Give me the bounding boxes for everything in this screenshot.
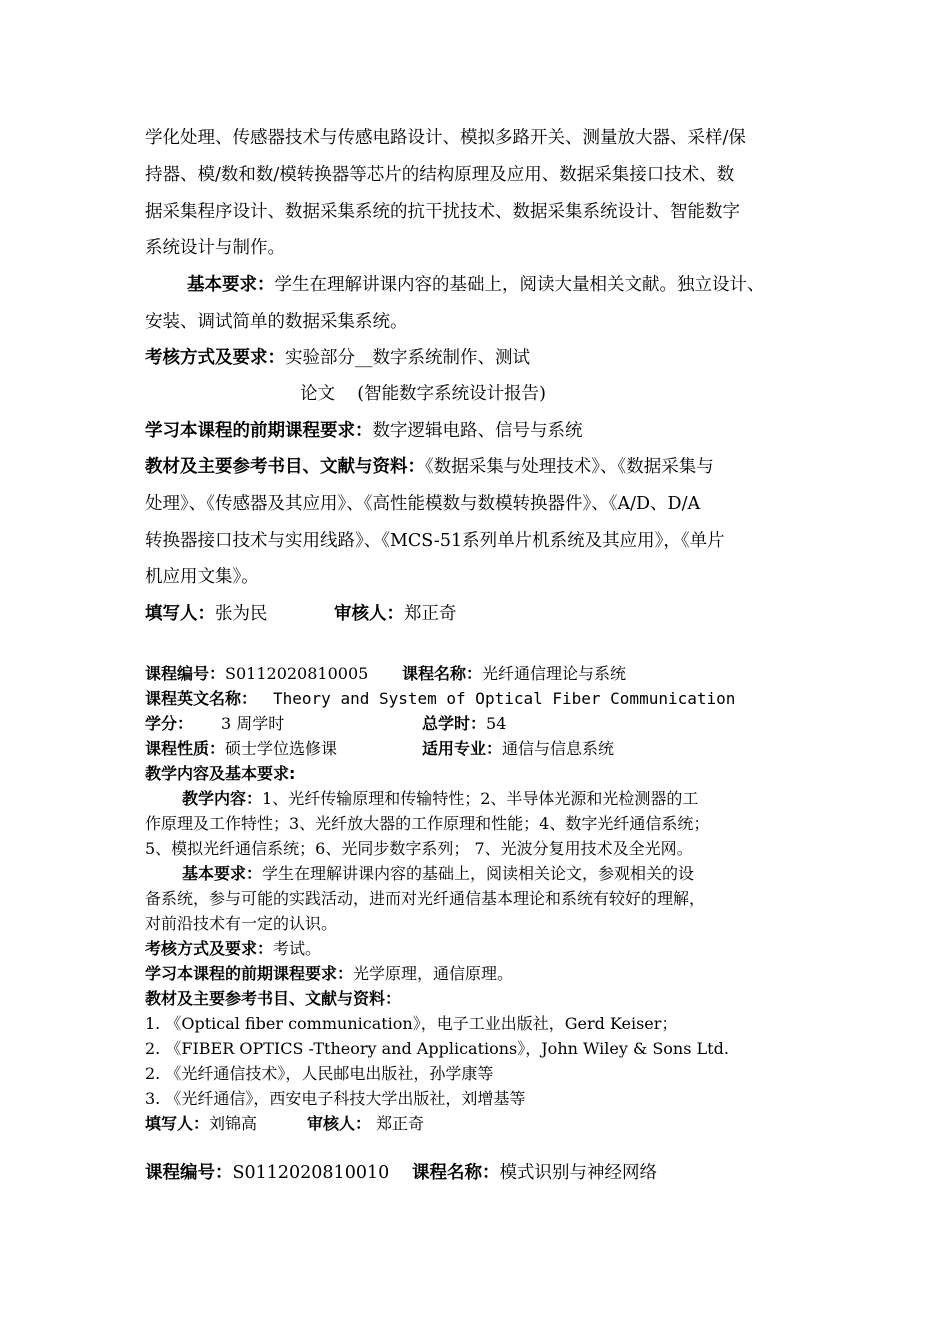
reference-item: 2. 《光纤通信技术》，人民邮电出版社，孙学康等: [145, 1064, 494, 1083]
basic-requirements-line: 对前沿技术有一定的认识。: [145, 914, 338, 933]
course-code: [145, 663, 368, 685]
applicable-major-label: 适用专业：: [422, 739, 503, 758]
references-line: 机应用文集》。: [145, 567, 259, 587]
basic-requirements-line: 备系统，参与可能的实践活动，进而对光纤通信基本理论和系统有较好的理解，: [145, 889, 706, 908]
references-label: 教材及主要参考书目、文献与资料：: [145, 457, 425, 477]
assessment: [145, 347, 530, 369]
reference-item: 2. 《FIBER OPTICS -Ttheory and Applications》，John Wiley & Sons Ltd.: [145, 1039, 729, 1058]
reviewer-label: 审核人：: [334, 604, 404, 624]
applicable-major-value: 通信与信息系统: [502, 739, 615, 758]
course-code-value: S0112020810005: [225, 664, 369, 683]
filler-label: 填写人：: [145, 604, 215, 624]
reviewer-label: 审核人：: [307, 1114, 372, 1133]
teaching-content-label: 教学内容：: [182, 789, 263, 808]
basic-requirements: [187, 274, 765, 296]
assessment-value: 考试。: [273, 939, 322, 958]
course-name-label: 课程名称：: [402, 664, 483, 683]
course-nature-label: 课程性质：: [145, 739, 226, 758]
basic-requirements-value: 学生在理解讲课内容的基础上，阅读相关论文，参观相关的设: [262, 864, 695, 883]
content-line: 系统设计与制作。: [145, 238, 285, 258]
prerequisites: [145, 963, 513, 985]
assessment-label: 考核方式及要求：: [145, 939, 274, 958]
course-name: [412, 1162, 657, 1184]
basic-requirements-label: 基本要求：: [182, 864, 263, 883]
teaching-content-line: 作原理及工作特性；3、光纤放大器的工作原理和性能；4、数字光纤通信系统；: [145, 814, 710, 833]
content-line: 据采集程序设计、数据采集系统的抗干扰技术、数据采集系统设计、智能数字: [145, 202, 740, 222]
prerequisites: [145, 420, 583, 442]
reference-item: 3. 《光纤通信》，西安电子科技大学出版社，刘增基等: [145, 1089, 526, 1108]
course-english-name: [145, 688, 735, 710]
filler-value: 张为民: [215, 604, 268, 624]
course-nature: [145, 738, 337, 760]
total-hours-value: 54: [486, 714, 507, 733]
credits-label: 学分：: [145, 714, 194, 733]
credits-value: 3 周学时: [221, 714, 285, 733]
prerequisites-label: 学习本课程的前期课程要求：: [145, 964, 354, 983]
total-hours: [422, 713, 506, 735]
course-code-value: S0112020810010: [232, 1163, 390, 1183]
basic-requirements-line: 安装、调试简单的数据采集系统。: [145, 312, 408, 332]
reviewer-value: 郑正奇: [371, 1114, 425, 1133]
basic-requirements-text: 学生在理解讲课内容的基础上，阅读大量相关文献。独立设计、: [274, 275, 765, 295]
references-line: 处理》、《传感器及其应用》、《高性能模数与数模转换器件》、《A/D、D/A: [145, 494, 701, 514]
course-english-name-value: Theory and System of Optical Fiber Communication: [273, 689, 736, 708]
teaching-content-value: 1、光纤传输原理和传输特性；2、半导体光源和光检测器的工: [262, 789, 699, 808]
references-heading: 教材及主要参考书目、文献与资料：: [145, 989, 402, 1008]
applicable-major: [422, 738, 614, 760]
prerequisites-value: 光学原理，通信原理。: [353, 964, 514, 983]
filler: [145, 1113, 257, 1135]
references-line: 转换器接口技术与实用线路》、《MCS-51系列单片机系统及其应用》，《单片: [145, 531, 725, 551]
course-name-label: 课程名称：: [412, 1163, 500, 1183]
signature-row: [145, 603, 268, 625]
course-nature-value: 硕士学位选修课: [225, 739, 338, 758]
reviewer: [334, 603, 457, 625]
reviewer: [307, 1113, 424, 1135]
prerequisites-label: 学习本课程的前期课程要求：: [145, 421, 373, 441]
assessment-label: 考核方式及要求：: [145, 348, 285, 368]
assessment-value: 实验部分__数字系统制作、测试: [285, 348, 530, 368]
course-english-name-label: 课程英文名称：: [145, 689, 258, 708]
reference-item: 1. 《Optical fiber communication》，电子工业出版社，Gerd Keiser；: [145, 1014, 678, 1033]
basic-requirements-label: 基本要求：: [187, 275, 275, 295]
course-name-value: 光纤通信理论与系统: [482, 664, 627, 683]
reviewer-value: 郑正奇: [404, 604, 457, 624]
assessment: [145, 938, 321, 960]
content-line: 持器、模/数和数/模转换器等芯片的结构原理及应用、数据采集接口技术、数: [145, 165, 735, 185]
credits: [145, 713, 284, 735]
course-code: [145, 1162, 389, 1184]
teaching-content: [182, 788, 698, 810]
teaching-content-heading: 教学内容及基本要求:: [145, 764, 296, 783]
course-code-label: 课程编号：: [145, 664, 226, 683]
prerequisites-value: 数字逻辑电路、信号与系统: [372, 421, 583, 441]
course-name: [402, 663, 626, 685]
filler-label: 填写人：: [145, 1114, 210, 1133]
course-name-value: 模式识别与神经网络: [499, 1163, 657, 1183]
assessment-line: 论文 (智能数字系统设计报告): [300, 384, 546, 404]
filler-value: 刘锦高: [209, 1114, 258, 1133]
basic-requirements: [182, 863, 694, 885]
teaching-content-line: 5、模拟光纤通信系统；6、光同步数字系列； 7、光波分复用技术及全光网。: [145, 839, 693, 858]
references-value: 《数据采集与处理技术》、《数据采集与: [425, 457, 714, 477]
references: [145, 456, 714, 478]
course-code-label: 课程编号：: [145, 1163, 233, 1183]
total-hours-label: 总学时：: [422, 714, 487, 733]
content-line: 学化处理、传感器技术与传感电路设计、模拟多路开关、测量放大器、采样/保: [145, 128, 746, 148]
